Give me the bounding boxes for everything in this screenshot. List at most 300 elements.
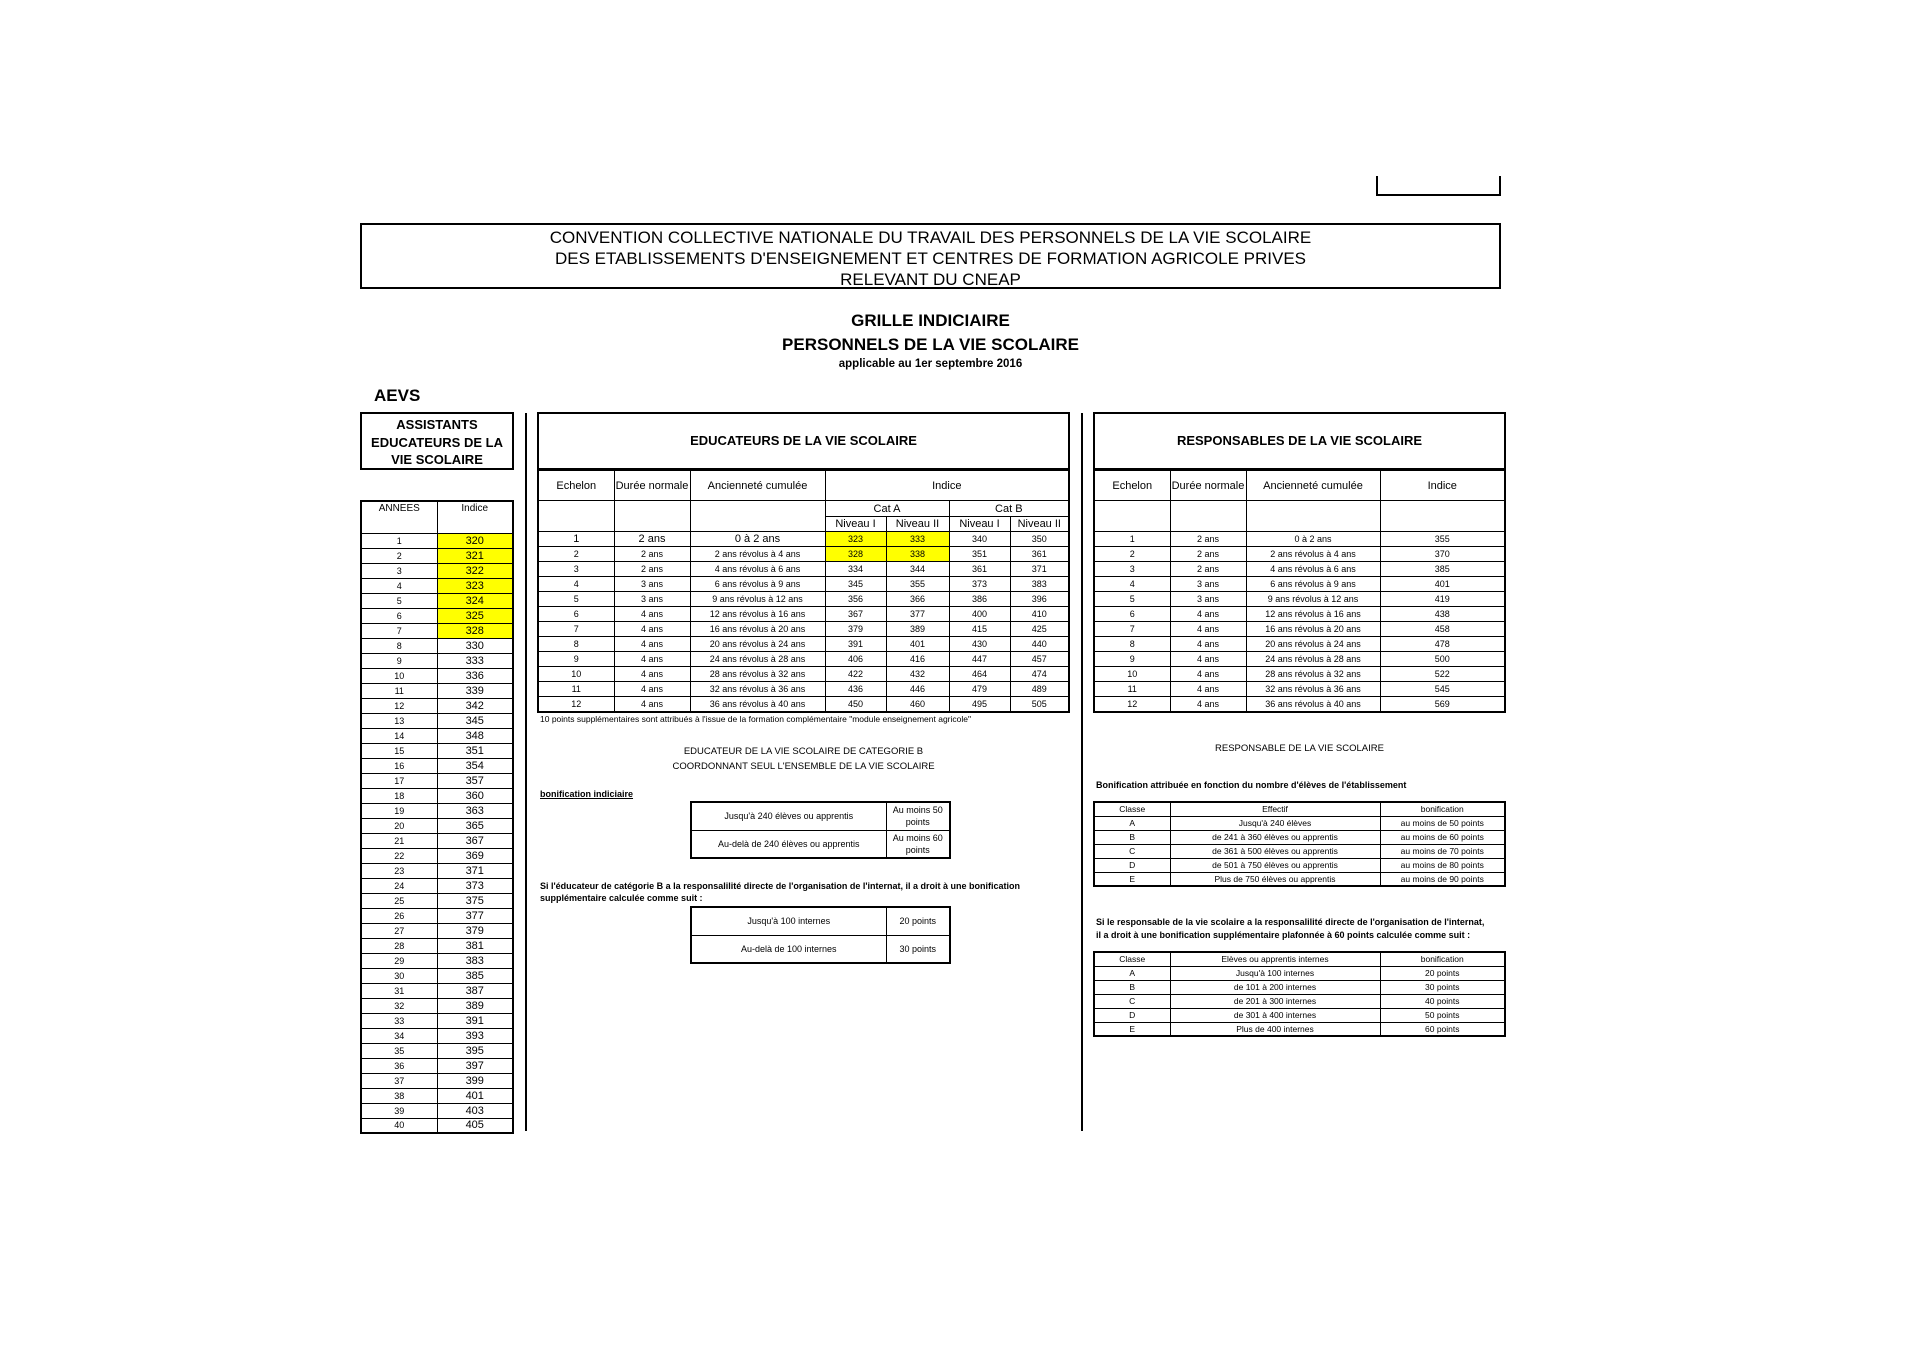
edu-catb-n1: 361	[949, 562, 1010, 577]
resp-col-indice: Indice	[1380, 471, 1505, 501]
edu-cata-n1: 334	[825, 562, 886, 577]
educateurs-table-wrap	[537, 470, 1070, 713]
edu-cata-n2: 333	[886, 532, 949, 547]
edu-cata-n1: 356	[825, 592, 886, 607]
resp-bonif-title: Bonification attribuée en fonction du nombre d'élèves de l'établissement	[1096, 780, 1407, 790]
convention-header	[360, 223, 1501, 289]
edu-col-indice: Indice	[825, 471, 1069, 501]
edu-duree: 4 ans	[614, 637, 690, 652]
resp-anciennete: 4 ans révolus à 6 ans	[1246, 562, 1380, 577]
edu-catb-n2: 440	[1010, 637, 1069, 652]
edu-internat-row	[691, 935, 950, 963]
resp-bonif-cell: au moins de 50 points	[1380, 816, 1505, 830]
resp-bonif-cell: de 501 à 750 élèves ou apprentis	[1170, 858, 1380, 872]
edu-anciennete: 0 à 2 ans	[690, 532, 825, 547]
edu-catb-n1: 447	[949, 652, 1010, 667]
aevs-row	[361, 953, 513, 968]
resp-row	[1094, 577, 1505, 592]
edu-bonif-row	[691, 802, 950, 830]
resp-duree: 4 ans	[1170, 697, 1246, 712]
edu-cata-n1: 406	[825, 652, 886, 667]
responsables-table-wrap	[1093, 470, 1506, 713]
edu-blank-1	[538, 501, 614, 532]
edu-cata-n1: 379	[825, 622, 886, 637]
resp-blank-4	[1380, 501, 1505, 532]
aevs-row	[361, 773, 513, 788]
resp-row	[1094, 667, 1505, 682]
aevs-indice: 383	[437, 953, 513, 968]
aevs-indice: 328	[437, 623, 513, 638]
resp-anciennete: 2 ans révolus à 4 ans	[1246, 547, 1380, 562]
edu-duree: 4 ans	[614, 682, 690, 697]
resp-internat-cell: 40 points	[1380, 994, 1505, 1008]
aevs-row	[361, 998, 513, 1013]
aevs-indice: 375	[437, 893, 513, 908]
resp-bonif-cell: E	[1094, 872, 1170, 886]
aevs-indice: 391	[437, 1013, 513, 1028]
resp-internat-cell: Jusqu'à 100 internes	[1170, 966, 1380, 980]
edu-cata-n1: 422	[825, 667, 886, 682]
aevs-row	[361, 608, 513, 623]
edu-internat-points: 30 points	[886, 935, 950, 963]
edu-cata-n1: 323	[825, 532, 886, 547]
edu-catb-n2: 410	[1010, 607, 1069, 622]
aevs-indice: 367	[437, 833, 513, 848]
resp-internat-wrap	[1093, 951, 1506, 1037]
resp-indice: 545	[1380, 682, 1505, 697]
edu-internat-table	[690, 906, 951, 964]
edu-duree: 3 ans	[614, 577, 690, 592]
resp-internat-cell: 30 points	[1380, 980, 1505, 994]
responsables-title: RESPONSABLES DE LA VIE SCOLAIRE	[1093, 412, 1506, 470]
aevs-row	[361, 758, 513, 773]
edu-internat-points: 20 points	[886, 907, 950, 935]
resp-bonif-cell: au moins de 90 points	[1380, 872, 1505, 886]
resp-internat-row	[1094, 994, 1505, 1008]
edu-row	[538, 532, 1069, 547]
resp-bonif-row	[1094, 816, 1505, 830]
aevs-indice: 320	[437, 533, 513, 548]
resp-duree: 2 ans	[1170, 532, 1246, 547]
aevs-indice: 321	[437, 548, 513, 563]
aevs-indice: 351	[437, 743, 513, 758]
aevs-indice: 363	[437, 803, 513, 818]
resp-indice: 419	[1380, 592, 1505, 607]
edu-catb-n2: 383	[1010, 577, 1069, 592]
edu-cata-n2: 401	[886, 637, 949, 652]
edu-cata-n2: 432	[886, 667, 949, 682]
resp-internat-cell: de 301 à 400 internes	[1170, 1008, 1380, 1022]
header-line-2: DES ETABLISSEMENTS D'ENSEIGNEMENT ET CENTRES DE FORMATION AGRICOLE PRIVES	[554, 249, 1307, 268]
resp-echelon: 10	[1094, 667, 1170, 682]
edu-row	[538, 637, 1069, 652]
resp-bonif-cell: de 241 à 360 élèves ou apprentis	[1170, 830, 1380, 844]
aevs-row	[361, 1043, 513, 1058]
resp-internat-text	[1096, 916, 1484, 941]
aevs-annee: 40	[361, 1118, 437, 1133]
aevs-indice: 339	[437, 683, 513, 698]
edu-catb-n2: 505	[1010, 697, 1069, 712]
aevs-annee: 38	[361, 1088, 437, 1103]
aevs-annee: 17	[361, 773, 437, 788]
edu-footnote: 10 points supplémentaires sont attribués à l'issue de la formation complémentaire "module enseignement agricole"	[540, 714, 972, 724]
resp-bonif-header: Effectif	[1170, 802, 1380, 816]
resp-internat-cell: Plus de 400 internes	[1170, 1022, 1380, 1036]
resp-duree: 3 ans	[1170, 577, 1246, 592]
aevs-col-annees: ANNEES	[361, 501, 437, 533]
aevs-annee: 10	[361, 668, 437, 683]
aevs-row	[361, 743, 513, 758]
edu-col-anciennete: Ancienneté cumulée	[690, 471, 825, 501]
resp-echelon: 4	[1094, 577, 1170, 592]
aevs-annee: 9	[361, 653, 437, 668]
aevs-indice: 365	[437, 818, 513, 833]
aevs-indice: 325	[437, 608, 513, 623]
edu-row	[538, 577, 1069, 592]
aevs-row	[361, 983, 513, 998]
aevs-indice: 395	[437, 1043, 513, 1058]
aevs-annee: 16	[361, 758, 437, 773]
edu-anciennete: 6 ans révolus à 9 ans	[690, 577, 825, 592]
aevs-row	[361, 1013, 513, 1028]
edu-cata-n1: 450	[825, 697, 886, 712]
resp-row	[1094, 592, 1505, 607]
edu-cata-niveau2: Niveau II	[886, 517, 949, 532]
aevs-row	[361, 968, 513, 983]
catb-title-2: COORDONNANT SEUL L'ENSEMBLE DE LA VIE SCOLAIRE	[672, 761, 935, 772]
aevs-annee: 34	[361, 1028, 437, 1043]
aevs-row	[361, 1058, 513, 1073]
aevs-indice: 373	[437, 878, 513, 893]
aevs-annee: 19	[361, 803, 437, 818]
edu-catb-n2: 489	[1010, 682, 1069, 697]
resp-duree: 4 ans	[1170, 622, 1246, 637]
edu-anciennete: 20 ans révolus à 24 ans	[690, 637, 825, 652]
edu-internat-wrap	[690, 906, 951, 964]
resp-internat-header: bonification	[1380, 952, 1505, 966]
aevs-annee: 14	[361, 728, 437, 743]
edu-cata-n1: 391	[825, 637, 886, 652]
edu-internat-text	[540, 880, 1020, 904]
resp-indice: 385	[1380, 562, 1505, 577]
resp-row	[1094, 637, 1505, 652]
applicable-date: applicable au 1er septembre 2016	[838, 358, 1023, 370]
aevs-annee: 36	[361, 1058, 437, 1073]
resp-internat-header: Elèves ou apprentis internes	[1170, 952, 1380, 966]
header-line-1: CONVENTION COLLECTIVE NATIONALE DU TRAVAIL DES PERSONNELS DE LA VIE SCOLAIRE	[549, 228, 1312, 247]
resp-bonif-header: bonification	[1380, 802, 1505, 816]
aevs-row	[361, 893, 513, 908]
aevs-annee: 32	[361, 998, 437, 1013]
resp-anciennete: 32 ans révolus à 36 ans	[1246, 682, 1380, 697]
edu-anciennete: 2 ans révolus à 4 ans	[690, 547, 825, 562]
resp-internat-row	[1094, 1022, 1505, 1036]
resp-internat-table	[1093, 951, 1506, 1037]
edu-internat-text-1: Si l'éducateur de catégorie B a la responsalilité directe de l'organisation de l'internat, il a droit à une bonification	[540, 881, 1021, 891]
edu-echelon: 12	[538, 697, 614, 712]
resp-bonif-row	[1094, 858, 1505, 872]
edu-catb-n2: 425	[1010, 622, 1069, 637]
resp-row	[1094, 562, 1505, 577]
aevs-table	[360, 500, 514, 1134]
edu-catb-n1: 386	[949, 592, 1010, 607]
edu-cata-n2: 416	[886, 652, 949, 667]
resp-bonif-cell: Plus de 750 élèves ou apprentis	[1170, 872, 1380, 886]
aevs-annee: 33	[361, 1013, 437, 1028]
edu-anciennete: 9 ans révolus à 12 ans	[690, 592, 825, 607]
aevs-row	[361, 908, 513, 923]
resp-internat-cell: 60 points	[1380, 1022, 1505, 1036]
edu-cata-n2: 389	[886, 622, 949, 637]
edu-duree: 2 ans	[614, 562, 690, 577]
edu-catb-n1: 430	[949, 637, 1010, 652]
aevs-indice: 389	[437, 998, 513, 1013]
aevs-annee: 28	[361, 938, 437, 953]
aevs-row	[361, 638, 513, 653]
aevs-annee: 26	[361, 908, 437, 923]
resp-row	[1094, 697, 1505, 712]
edu-duree: 4 ans	[614, 667, 690, 682]
aevs-row	[361, 1118, 513, 1133]
resp-bonif-cell: A	[1094, 816, 1170, 830]
aevs-indice: 324	[437, 593, 513, 608]
edu-catb-n1: 495	[949, 697, 1010, 712]
aevs-row	[361, 653, 513, 668]
edu-cata-n2: 377	[886, 607, 949, 622]
resp-internat-row	[1094, 1008, 1505, 1022]
edu-cata-n1: 436	[825, 682, 886, 697]
aevs-row	[361, 923, 513, 938]
edu-catb-n2: 457	[1010, 652, 1069, 667]
aevs-indice: 377	[437, 908, 513, 923]
edu-row	[538, 607, 1069, 622]
aevs-indice: 401	[437, 1088, 513, 1103]
edu-catb-n2: 371	[1010, 562, 1069, 577]
resp-blank-1	[1094, 501, 1170, 532]
resp-duree: 4 ans	[1170, 682, 1246, 697]
aevs-title-1: ASSISTANTS	[396, 417, 478, 432]
edu-blank-3	[690, 501, 825, 532]
aevs-annee: 39	[361, 1103, 437, 1118]
edu-catb-n2: 361	[1010, 547, 1069, 562]
edu-catb-n1: 340	[949, 532, 1010, 547]
edu-echelon: 3	[538, 562, 614, 577]
edu-duree: 4 ans	[614, 622, 690, 637]
edu-catb-n2: 396	[1010, 592, 1069, 607]
educateurs-table	[537, 470, 1070, 713]
resp-row	[1094, 607, 1505, 622]
header-line-3: RELEVANT DU CNEAP	[840, 270, 1021, 289]
aevs-annee: 5	[361, 593, 437, 608]
resp-row	[1094, 652, 1505, 667]
aevs-label: AEVS	[374, 386, 421, 405]
edu-duree: 3 ans	[614, 592, 690, 607]
aevs-row	[361, 728, 513, 743]
edu-catb-niveau1: Niveau I	[949, 517, 1010, 532]
aevs-row	[361, 668, 513, 683]
aevs-indice: 387	[437, 983, 513, 998]
edu-cata-niveau1: Niveau I	[825, 517, 886, 532]
edu-cata-n2: 460	[886, 697, 949, 712]
aevs-row	[361, 818, 513, 833]
edu-echelon: 6	[538, 607, 614, 622]
edu-echelon: 5	[538, 592, 614, 607]
edu-echelon: 2	[538, 547, 614, 562]
aevs-row	[361, 848, 513, 863]
aevs-row	[361, 938, 513, 953]
aevs-annee: 12	[361, 698, 437, 713]
resp-duree: 4 ans	[1170, 637, 1246, 652]
resp-anciennete: 20 ans révolus à 24 ans	[1246, 637, 1380, 652]
aevs-indice: 399	[437, 1073, 513, 1088]
resp-internat-header: Classe	[1094, 952, 1170, 966]
edu-cata-n1: 367	[825, 607, 886, 622]
aevs-indice: 322	[437, 563, 513, 578]
resp-indice: 401	[1380, 577, 1505, 592]
aevs-row	[361, 533, 513, 548]
resp-bonif-row	[1094, 830, 1505, 844]
aevs-row	[361, 1073, 513, 1088]
edu-bonif-wrap	[690, 801, 951, 859]
aevs-row	[361, 578, 513, 593]
aevs-annee: 4	[361, 578, 437, 593]
edu-cata-n2: 446	[886, 682, 949, 697]
grid-subtitle: PERSONNELS DE LA VIE SCOLAIRE	[782, 335, 1079, 354]
edu-catb-n1: 479	[949, 682, 1010, 697]
separator-left	[525, 413, 527, 1131]
resp-row	[1094, 682, 1505, 697]
edu-row	[538, 682, 1069, 697]
aevs-annee: 35	[361, 1043, 437, 1058]
aevs-row	[361, 713, 513, 728]
edu-anciennete: 36 ans révolus à 40 ans	[690, 697, 825, 712]
corner-mark	[1376, 176, 1501, 196]
grid-title: GRILLE INDICIAIRE	[851, 311, 1010, 330]
resp-internat-header-row	[1094, 952, 1505, 966]
aevs-annee: 25	[361, 893, 437, 908]
edu-duree: 2 ans	[614, 532, 690, 547]
resp-indice: 500	[1380, 652, 1505, 667]
resp-row	[1094, 547, 1505, 562]
resp-anciennete: 28 ans révolus à 32 ans	[1246, 667, 1380, 682]
aevs-table-wrap	[360, 500, 514, 1134]
resp-echelon: 5	[1094, 592, 1170, 607]
edu-row	[538, 547, 1069, 562]
resp-duree: 2 ans	[1170, 562, 1246, 577]
aevs-annee: 8	[361, 638, 437, 653]
resp-indice: 370	[1380, 547, 1505, 562]
aevs-row	[361, 683, 513, 698]
edu-anciennete: 32 ans révolus à 36 ans	[690, 682, 825, 697]
edu-row	[538, 562, 1069, 577]
resp-duree: 2 ans	[1170, 547, 1246, 562]
edu-echelon: 8	[538, 637, 614, 652]
edu-catb-n2: 350	[1010, 532, 1069, 547]
aevs-indice: 379	[437, 923, 513, 938]
resp-anciennete: 12 ans révolus à 16 ans	[1246, 607, 1380, 622]
aevs-indice: 360	[437, 788, 513, 803]
edu-duree: 4 ans	[614, 652, 690, 667]
resp-row	[1094, 532, 1505, 547]
edu-anciennete: 4 ans révolus à 6 ans	[690, 562, 825, 577]
resp-duree: 4 ans	[1170, 652, 1246, 667]
edu-catb-niveau2: Niveau II	[1010, 517, 1069, 532]
aevs-row	[361, 833, 513, 848]
resp-internat-text-1: Si le responsable de la vie scolaire a la responsalilité directe de l'organisation de l'internat,	[1096, 917, 1485, 927]
edu-bonif-table	[690, 801, 951, 859]
resp-bonif-cell: B	[1094, 830, 1170, 844]
resp-internat-cell: B	[1094, 980, 1170, 994]
resp-blank-2	[1170, 501, 1246, 532]
aevs-title-3: VIE SCOLAIRE	[391, 452, 483, 467]
educateurs-title: EDUCATEURS DE LA VIE SCOLAIRE	[537, 412, 1070, 470]
aevs-annee: 29	[361, 953, 437, 968]
resp-echelon: 11	[1094, 682, 1170, 697]
aevs-row	[361, 698, 513, 713]
edu-bonif-row	[691, 830, 950, 858]
resp-internat-text-2: il a droit à une bonification supplémentaire plafonnée à 60 points calculée comme suit :	[1096, 929, 1471, 940]
edu-cata-n2: 355	[886, 577, 949, 592]
aevs-col-indice: Indice	[437, 501, 513, 533]
aevs-indice: 345	[437, 713, 513, 728]
aevs-annee: 18	[361, 788, 437, 803]
aevs-annee: 13	[361, 713, 437, 728]
edu-anciennete: 12 ans révolus à 16 ans	[690, 607, 825, 622]
aevs-annee: 24	[361, 878, 437, 893]
aevs-annee: 21	[361, 833, 437, 848]
resp-echelon: 12	[1094, 697, 1170, 712]
aevs-annee: 27	[361, 923, 437, 938]
aevs-row	[361, 563, 513, 578]
edu-bonif-effectif: Au-delà de 240 élèves ou apprentis	[691, 830, 886, 858]
resp-anciennete: 6 ans révolus à 9 ans	[1246, 577, 1380, 592]
aevs-annee: 3	[361, 563, 437, 578]
aevs-indice: 405	[437, 1118, 513, 1133]
aevs-annee: 30	[361, 968, 437, 983]
resp-indice: 355	[1380, 532, 1505, 547]
resp-echelon: 1	[1094, 532, 1170, 547]
edu-row	[538, 652, 1069, 667]
resp-col-echelon: Echelon	[1094, 471, 1170, 501]
resp-internat-cell: A	[1094, 966, 1170, 980]
resp-indice: 569	[1380, 697, 1505, 712]
resp-internat-row	[1094, 980, 1505, 994]
resp-bonif-row	[1094, 872, 1505, 886]
resp-internat-cell: D	[1094, 1008, 1170, 1022]
resp-bonif-cell: au moins de 70 points	[1380, 844, 1505, 858]
edu-col-duree: Durée normale	[614, 471, 690, 501]
edu-echelon: 1	[538, 532, 614, 547]
resp-indice: 478	[1380, 637, 1505, 652]
resp-blank-3	[1246, 501, 1380, 532]
resp-indice: 438	[1380, 607, 1505, 622]
edu-catb-n2: 474	[1010, 667, 1069, 682]
aevs-indice: 354	[437, 758, 513, 773]
edu-echelon: 7	[538, 622, 614, 637]
resp-echelon: 6	[1094, 607, 1170, 622]
edu-internat-effectif: Au-delà de 100 internes	[691, 935, 886, 963]
resp-duree: 4 ans	[1170, 667, 1246, 682]
edu-cat-b: Cat B	[949, 501, 1069, 517]
responsables-table	[1093, 470, 1506, 713]
resp-internat-cell: 20 points	[1380, 966, 1505, 980]
resp-anciennete: 9 ans révolus à 12 ans	[1246, 592, 1380, 607]
resp-col-anciennete: Ancienneté cumulée	[1246, 471, 1380, 501]
edu-cat-a: Cat A	[825, 501, 949, 517]
edu-echelon: 11	[538, 682, 614, 697]
edu-anciennete: 16 ans révolus à 20 ans	[690, 622, 825, 637]
edu-catb-n1: 464	[949, 667, 1010, 682]
